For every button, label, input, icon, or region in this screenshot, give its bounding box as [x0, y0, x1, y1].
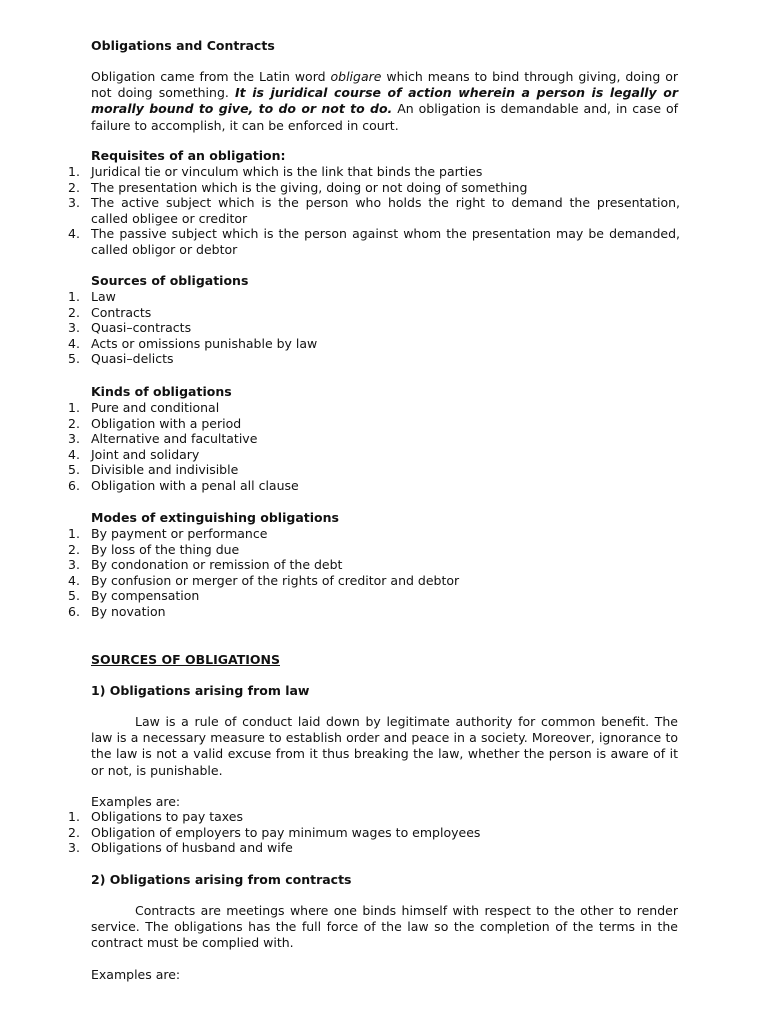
contracts-section-heading: 2) Obligations arising from contracts [91, 872, 352, 887]
requisites-list [68, 164, 680, 258]
list-item: 2. Contracts [68, 304, 152, 320]
law-section-body: Law is a rule of conduct laid down by legitimate authority for common benefit. The law is a necessary measure to establish order and peace in a society. Moreover, ignorance to the law is not a valid excuse from it thus breaking the law, whether the person is aware of it or not, is punishable. [91, 714, 678, 778]
intro-definition: It is juridical course of action wherein a person is legally or morally bound to give, to do or not to do. [91, 85, 678, 117]
list-item: 1. Obligations to pay taxes [68, 809, 244, 824]
list-item: 6. Obligation with a penal all clause [68, 477, 299, 493]
section-title: SOURCES OF OBLIGATIONS [91, 652, 280, 667]
list-item: 4. The passive subject which is the person against whom the presentation may be demanded, called obligor or debtor [68, 226, 680, 257]
kinds-heading: Kinds of obligations [91, 384, 232, 399]
list-item: 4. Joint and solidary [68, 446, 200, 462]
modes-list [68, 526, 680, 620]
list-item: 5. By compensation [68, 588, 200, 604]
list-item: 3. Obligations of husband and wife [68, 840, 293, 856]
list-item: 3. The active subject which is the person who holds the right to demand the presentation, called obligee or creditor [68, 195, 680, 226]
list-item: 2. Obligation with a period [68, 415, 242, 431]
list-item: 6. By novation [68, 603, 166, 619]
intro-paragraph [91, 69, 678, 134]
intro-latin-word: obligare [330, 69, 382, 84]
law-examples-list [68, 809, 680, 856]
intro-text-2: which means to bind through giving, doing or not doing something. [91, 69, 679, 101]
requisites-heading: Requisites of an obligation: [91, 148, 286, 163]
list-item: 2. Obligation of employers to pay minimum wages to employees [68, 824, 481, 840]
list-item: 4. Acts or omissions punishable by law [68, 335, 318, 351]
list-item: 1. By payment or performance [68, 526, 268, 541]
list-item: 2. The presentation which is the giving, doing or not doing of something [68, 179, 528, 195]
law-section-heading: 1) Obligations arising from law [91, 683, 310, 698]
modes-heading: Modes of extinguishing obligations [91, 510, 339, 525]
kinds-list [68, 400, 680, 494]
list-item: 3. By condonation or remission of the debt [68, 557, 343, 573]
sources-heading: Sources of obligations [91, 273, 249, 288]
list-item: 5. Quasi–delicts [68, 351, 174, 367]
law-examples-label: Examples are: [91, 794, 181, 809]
list-item: 1. Law [68, 289, 116, 304]
intro-text-3: An obligation is demandable and, in case of failure to accomplish, it can be enforced in court. [91, 101, 678, 133]
list-item: 3. Quasi–contracts [68, 320, 192, 336]
list-item: 1. Juridical tie or vinculum which is the link that binds the parties [68, 164, 483, 179]
list-item: 5. Divisible and indivisible [68, 462, 239, 478]
contracts-section-body: Contracts are meetings where one binds himself with respect to the other to render service. The obligations has the full force of the law so the completion of the terms in the contract must be complied with. [91, 903, 678, 951]
sources-list [68, 289, 680, 367]
document-title: Obligations and Contracts [91, 38, 275, 53]
list-item: 3. Alternative and facultative [68, 431, 258, 447]
list-item: 4. By confusion or merger of the rights of creditor and debtor [68, 572, 460, 588]
list-item: 1. Pure and conditional [68, 400, 220, 415]
list-item: 2. By loss of the thing due [68, 541, 240, 557]
contracts-examples-label: Examples are: [91, 967, 181, 982]
intro-text-1: Obligation came from the Latin word [91, 69, 331, 84]
